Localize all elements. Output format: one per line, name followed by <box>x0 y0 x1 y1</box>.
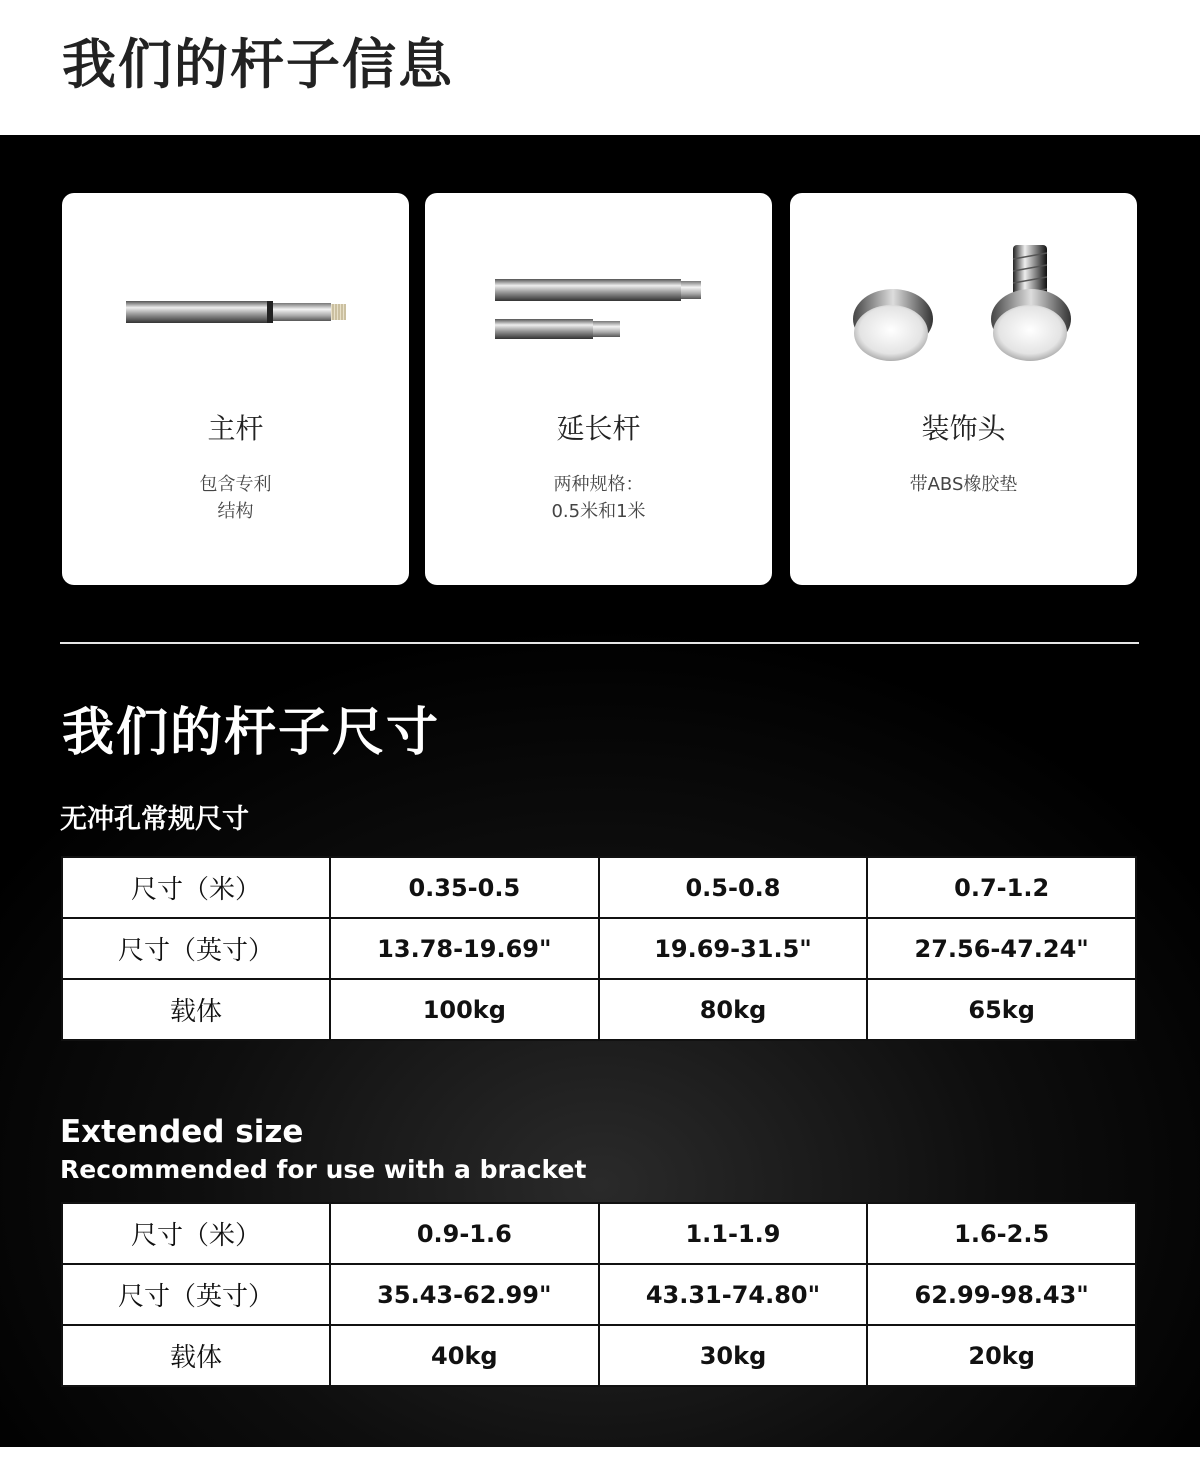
row-label: 尺寸（英寸） <box>62 918 330 979</box>
table-cell: 43.31-74.80" <box>599 1264 868 1325</box>
dimensions-title: 我们的杆子尺寸 <box>62 703 441 763</box>
card-extension-pole <box>425 193 772 585</box>
row-label: 载体 <box>62 979 330 1040</box>
table-row <box>62 918 1136 979</box>
table-cell: 62.99-98.43" <box>867 1264 1136 1325</box>
card-name: 主杆 <box>207 412 264 445</box>
table-row <box>62 1203 1136 1264</box>
row-label: 尺寸（米） <box>62 1203 330 1264</box>
table-cell: 100kg <box>330 979 599 1040</box>
table-cell: 13.78-19.69" <box>330 918 599 979</box>
table-cell: 0.5-0.8 <box>599 857 868 918</box>
card-desc: 带ABS橡胶垫 <box>909 474 1018 495</box>
extended-size-table <box>61 1202 1137 1387</box>
table-cell: 80kg <box>599 979 868 1040</box>
decorative-head-image <box>790 193 1137 393</box>
table-cell: 0.7-1.2 <box>867 857 1136 918</box>
regular-size-title: 无冲孔常规尺寸 <box>60 804 249 835</box>
table-cell: 30kg <box>599 1325 868 1386</box>
table-cell: 20kg <box>867 1325 1136 1386</box>
table-row <box>62 857 1136 918</box>
table-cell: 27.56-47.24" <box>867 918 1136 979</box>
table-cell: 1.6-2.5 <box>867 1203 1136 1264</box>
table-cell: 1.1-1.9 <box>599 1203 868 1264</box>
table-row <box>62 1264 1136 1325</box>
row-label: 载体 <box>62 1325 330 1386</box>
extension-pole-image <box>425 193 772 393</box>
table-cell: 35.43-62.99" <box>330 1264 599 1325</box>
table-cell: 65kg <box>867 979 1136 1040</box>
table-row <box>62 979 1136 1040</box>
card-main-pole <box>62 193 409 585</box>
table-cell: 40kg <box>330 1325 599 1386</box>
table-cell: 0.9-1.6 <box>330 1203 599 1264</box>
extended-size-subtitle: Recommended for use with a bracket <box>60 1155 587 1184</box>
card-decorative-head <box>790 193 1137 585</box>
card-desc: 包含专利 结构 <box>199 474 272 522</box>
page-title: 我们的杆子信息 <box>62 33 454 96</box>
card-name: 装饰头 <box>921 412 1006 445</box>
row-label: 尺寸（米） <box>62 857 330 918</box>
main-pole-image <box>62 193 409 393</box>
table-cell: 19.69-31.5" <box>599 918 868 979</box>
row-label: 尺寸（英寸） <box>62 1264 330 1325</box>
card-name: 延长杆 <box>556 412 641 445</box>
extended-size-title: Extended size <box>60 1114 304 1150</box>
card-desc: 两种规格： 0.5米和1米 <box>551 474 646 522</box>
table-row <box>62 1325 1136 1386</box>
table-cell: 0.35-0.5 <box>330 857 599 918</box>
section-divider <box>60 642 1139 644</box>
regular-size-table <box>61 856 1137 1041</box>
